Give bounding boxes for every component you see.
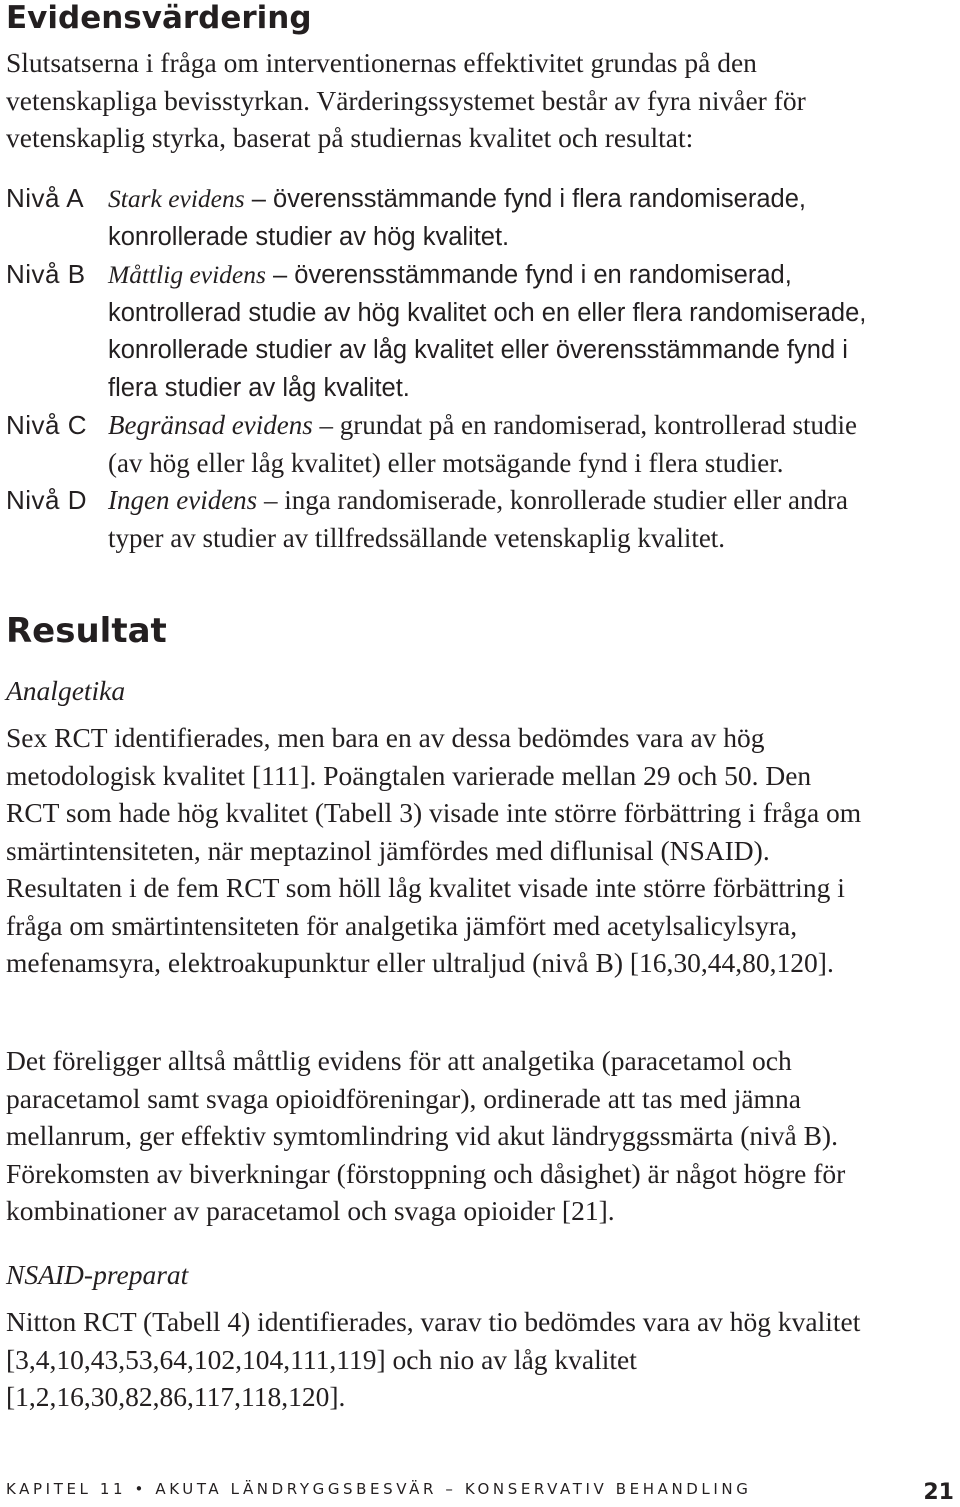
evidence-levels-list bbox=[6, 180, 950, 557]
paragraph-nsaid: Nitton RCT (Tabell 4) identifierades, varav tio bedömdes vara av hög kvalitet [3,4,10,43,53,64,102,104,111,119] och nio av låg kvalitet [1,2,16,30,82,86,117,118,120]. bbox=[6, 1306, 861, 1412]
level-description bbox=[108, 256, 878, 407]
subheading-analgetika: Analgetika bbox=[6, 675, 126, 706]
level-description bbox=[108, 482, 878, 557]
evidence-level-a bbox=[6, 180, 950, 256]
level-description bbox=[108, 407, 878, 482]
level-name: Ingen evidens bbox=[108, 485, 258, 515]
subheading-nsaid: NSAID-preparat bbox=[6, 1259, 189, 1290]
evidence-level-d bbox=[6, 482, 950, 557]
paragraph-analgetika-conclusion: Det föreligger alltså måttlig evidens för att analgetika (paracetamol och paracetamol samt svaga opioidföreningar), ordinerade att tas med jämna mellanrum, ger effektiv symtomlindring vid akut ländryggssmärta (nivå B). Förekomsten av biverkningar (förstoppning och dåsighet) är något högre för kombinationer av paracetamol och svaga opioider [21]. bbox=[6, 1045, 846, 1226]
section-heading-evidensvardering: Evidensvärdering bbox=[6, 0, 312, 36]
level-label: Nivå C bbox=[6, 410, 88, 440]
level-name: Stark evidens bbox=[108, 184, 245, 213]
level-text: – inga randomiserade, konrollerade studier eller andra typer av studier av tillfredssällande vetenskaplig kvalitet. bbox=[108, 485, 848, 553]
level-label: Nivå D bbox=[6, 485, 88, 515]
level-text: – överensstämmande fynd i en randomiserad, kontrollerad studie av hög kvalitet och en eller flera randomiserade, konrollerade studier av låg kvalitet eller överensstämmande fynd i flera studier av låg kvalitet. bbox=[108, 261, 867, 402]
evidence-level-b bbox=[6, 256, 950, 407]
evidence-level-c bbox=[6, 407, 950, 482]
level-description bbox=[108, 180, 878, 256]
section-heading-resultat: Resultat bbox=[6, 611, 167, 651]
level-name: Måttlig evidens bbox=[108, 260, 266, 289]
level-label: Nivå A bbox=[6, 183, 85, 213]
running-footer: KAPITEL 11 • AKUTA LÄNDRYGGSBESVÄR – KONSERVATIV BEHANDLING bbox=[6, 1480, 752, 1498]
level-text: – överensstämmande fynd i flera randomiserade, konrollerade studier av hög kvalitet. bbox=[108, 185, 806, 251]
level-label: Nivå B bbox=[6, 259, 86, 289]
intro-paragraph: Slutsatserna i fråga om interventionernas effektivitet grundas på den vetenskapliga bevisstyrkan. Värderingssystemet består av fyra nivåer för vetenskaplig styrka, baserat på studiernas kvalitet och resultat: bbox=[6, 47, 806, 153]
level-name: Begränsad evidens bbox=[108, 410, 313, 440]
paragraph-analgetika-results: Sex RCT identifierades, men bara en av dessa bedömdes vara av hög metodologisk kvalitet [111]. Poängtalen varierade mellan 29 och 50. Den RCT som hade hög kvalitet (Tabell 3) visade inte större förbättring i fråga om smärtintensiteten, när meptazinol jämfördes med diflunisal (NSAID). Resultaten i de fem RCT som höll låg kvalitet visade inte större förbättring i fråga om smärtintensiteten för analgetika jämfört med acetylsalicylsyra, mefenamsyra, elektroakupunktur eller ultraljud (nivå B) [16,30,44,80,120]. bbox=[6, 722, 862, 978]
level-text: – grundat på en randomiserad, kontrollerad studie (av hög eller låg kvalitet) eller motsägande fynd i flera studier. bbox=[108, 410, 858, 478]
page-number: 21 bbox=[923, 1480, 954, 1505]
